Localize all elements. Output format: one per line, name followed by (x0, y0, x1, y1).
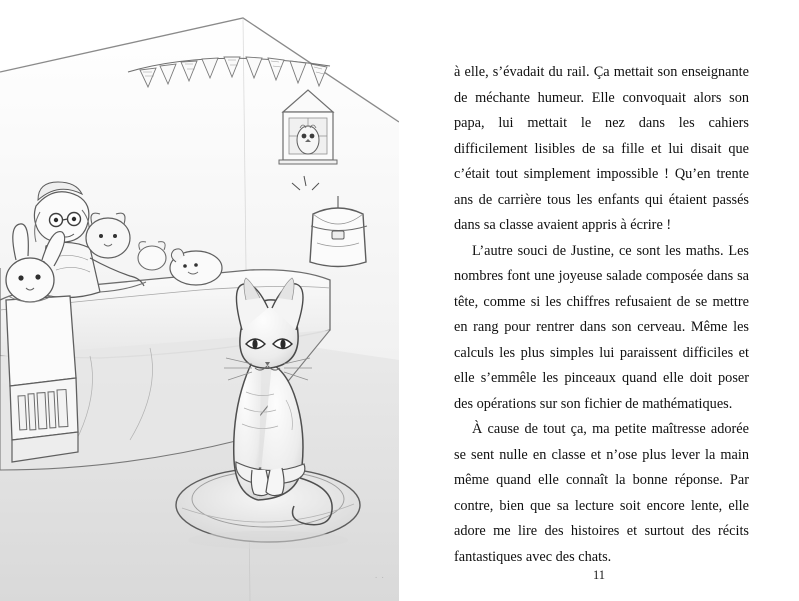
left-page (0, 0, 399, 601)
illustration-artist-mark: . . (375, 570, 385, 580)
bedroom-with-cat-illustration (0, 0, 399, 601)
paragraph-2: L’autre souci de Justine, ce sont les maths. Les nombres font une joyeuse salade composée dans sa tête, comme si les chiffres refusaient de se mettre en rang pour rentrer dans son cerveau. Même les calculs les plus simples lui paraissent difficiles et elle s’emmêle les pinceaux quand elle doit poser des opérations sur son fichier de mathématiques. (454, 242, 749, 412)
body-text-column (454, 60, 749, 570)
page-number: 11 (592, 568, 606, 582)
paragraph-3: À cause de tout ça, ma petite maîtresse adorée se sent nulle en classe et n’ose plus lever la main même quand elle connaît la bonne réponse. Par contre, bien que sa lecture soit encore lente, elle adore me lire des histoires et surtout des récits fantastiques avec des chats. (454, 421, 749, 565)
paragraph-1: à elle, s’évadait du rail. Ça mettait son enseignante de méchante humeur. Elle convoquait alors son papa, lui mettait le nez dans les cahiers difficilement lisibles de sa fille et lui disait que c’était tout simplement impossible ! Qu’en trente ans de carrière tous les enfants qui étaient passés dans sa classe avaient appris à écrire ! (454, 64, 749, 233)
right-page (399, 0, 799, 601)
